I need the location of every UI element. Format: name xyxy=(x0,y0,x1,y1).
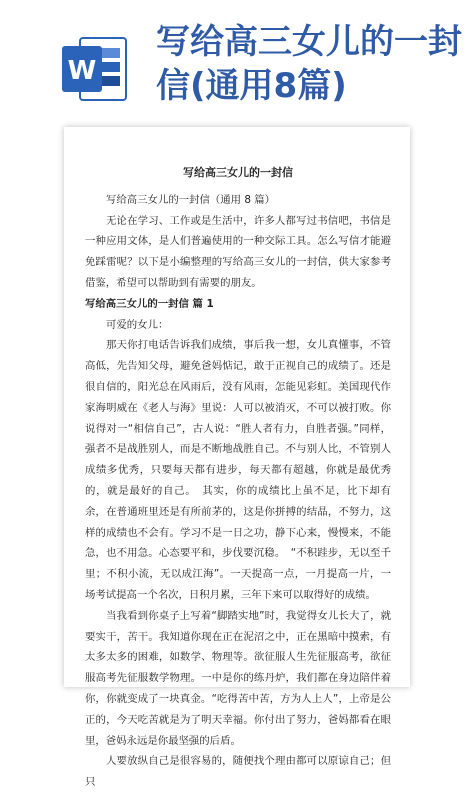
body-paragraph: 人要放纵自己是很容易的，随便找个理由都可以原谅自己；但只 xyxy=(85,755,391,789)
document-title: 写给高三女儿的一封信 xyxy=(183,166,293,179)
section-heading: 写给高三女儿的一封信 篇 1 xyxy=(85,297,214,310)
document-page xyxy=(64,127,410,789)
body-paragraph: 当我看到你桌子上写着“脚踏实地”时，我觉得女儿长大了，就要实干，苦干。我知道你现在正在泥沼之中，正在黑暗中摸索，有太多太多的困难，如数学、物理等。欲征服人生先征服高考，欲征服高考先征服数学物理。一中是你的练丹炉，我们都在身边陪伴着你，你就变成了一块真金。“吃得苦中苦，方为人上人”，上帝是公正的，今天吃苦就是为了明天幸福。你付出了努力，爸妈都看在眼里，爸妈永远是你最坚强的后盾。 xyxy=(85,609,391,747)
logo-letter: W xyxy=(67,56,97,86)
document-subtitle: 写给高三女儿的一封信（通用 8 篇） xyxy=(106,193,276,206)
document-body xyxy=(85,163,391,793)
body-paragraph: 那天你打电话告诉我们成绩，事后我一想，女儿真懂事，不管高低，先告知父母，避免爸妈惦记，敢于正视自己的成绩了。还是很自信的，阳光总在风雨后，没有风雨，怎能见彩虹。美国现代作家海明威在《老人与海》里说：人可以被消灭，不可以被打败。你说得对一“相信自己”，古人说：“胜人者有力，自胜者强。”同样，强者不是战胜别人，而是不断地战胜自己。不与别人比，不管别人成绩多优秀，只要每天都有进步，每天都有超越，你就是最优秀的，就是最好的自己。 其实，你的成绩比上虽不足，比下却有余，在普通班里还是有所前茅的，这是你拼搏的结晶，不努力，这样的成绩也不会有。学习不是一日之功，静下心来，慢慢来，不能急，也不用急。心态要平和，步伐要沉稳。 “不积跬步，无以至千里；不积小流，无以成江海”。一天提高一点，一月提高一片，一场考试提高一个名次，日积月累，三年下来可以取得好的成绩。 xyxy=(85,339,391,601)
intro-paragraph: 无论在学习、工作或是生活中，许多人都写过书信吧，书信是一种应用文体，是人们普遍使用的一种交际工具。怎么写信才能避免踩雷呢？以下是小编整理的写给高三女儿的一封信，供大家参考借鉴，希望可以帮助到有需要的朋友。 xyxy=(85,214,391,289)
page-title: 写给高三女儿的一封信(通用8篇) xyxy=(156,22,462,106)
greeting: 可爱的女儿： xyxy=(106,318,169,331)
word-document-icon xyxy=(60,36,128,102)
banner xyxy=(0,0,474,135)
